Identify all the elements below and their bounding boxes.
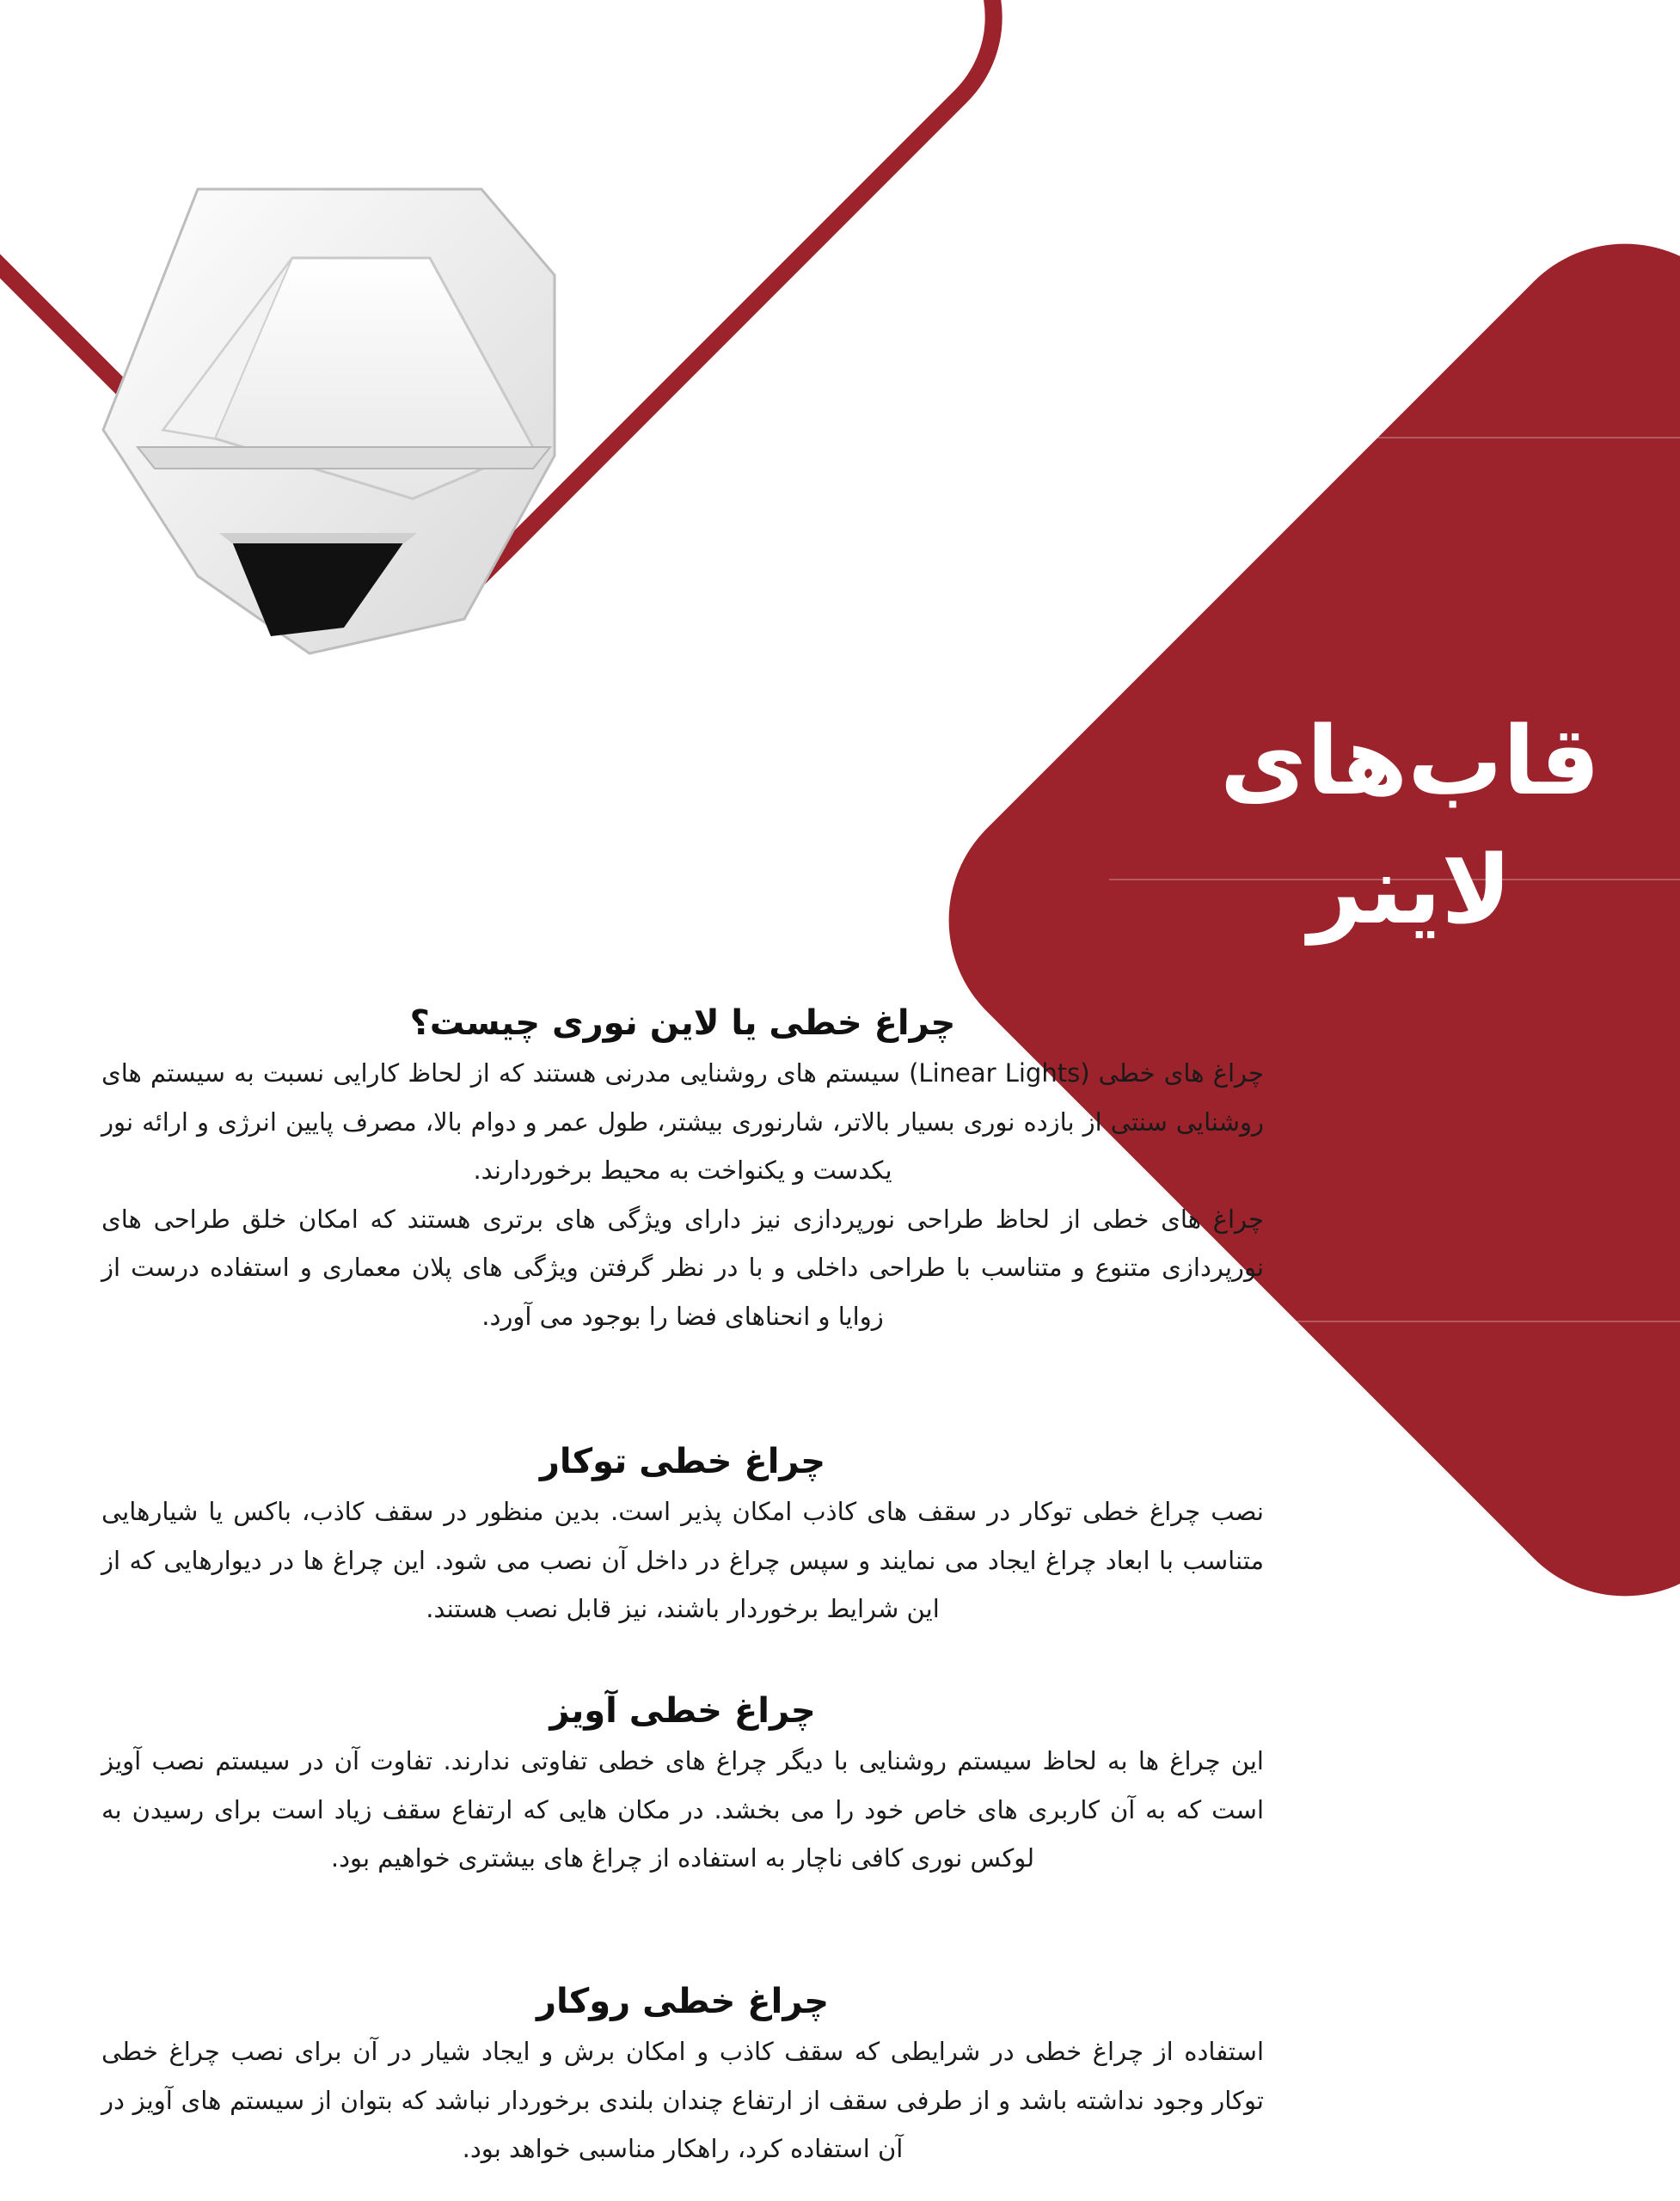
- section-paragraph: این چراغ ها به لحاظ سیستم روشنایی با دیگر چراغ های خطی تفاوتی ندارند. تفاوت آن در سیستم نصب آویز است که به آن کاربری های خاص خود را می بخشد. در مکان هایی که ارتفاع سقف زیاد است برای رسیدن به لوکس نوری کافی ناچار به استفاده از چراغ های بیشتری خواهیم بود.: [101, 1746, 1264, 1873]
- section-recessed-linear-light: [101, 1436, 1264, 1634]
- page-title-line-2: لاینر: [1308, 835, 1512, 945]
- section-paragraph: چراغ های خطی (Linear Lights) سیستم های روشنایی مدرنی هستند که از لحاظ کارایی نسبت به سیستم های روشنایی سنتی از بازده نوری بسیار بالاتر، شارنوری بیشتر، طول عمر و دوام بالا، مصرف پایین انرژی و ارائه نور یکدست و یکنواخت به محیط برخوردارند.: [101, 1058, 1264, 1185]
- section-surface-linear-light: [101, 1976, 1264, 2173]
- section-paragraph: چراغ های خطی از لحاظ طراحی نورپردازی نیز دارای ویژگی های برتری هستند که امکان خلق طراحی های نورپردازی متنوع و متناسب با طراحی داخلی و با در نظر گرفتن ویژگی های پلان معماری و استفاده درست از زوایا و انحناهای فضا را بوجود می آورد.: [101, 1204, 1264, 1331]
- section-title: چراغ خطی یا لاین نوری چیست؟: [409, 1003, 956, 1043]
- section-pendant-linear-light: [101, 1685, 1264, 1883]
- section-title: چراغ خطی توکار: [539, 1442, 826, 1481]
- decorative-line: [1109, 437, 1680, 438]
- linear-light-profile-image: [86, 172, 567, 688]
- section-paragraph: استفاده از چراغ خطی در شرایطی که سقف کاذب و امکان برش و ایجاد شیار در آن برای نصب چراغ خطی توکار وجود نداشته باشد و از طرفی سقف از ارتفاع چندان بلندی برخوردار نباشد که بتوان از سیستم های آویز در آن استفاده کرد، راهکار مناسبی خواهد بود.: [101, 2037, 1264, 2163]
- page-title: [1186, 696, 1634, 954]
- section-title: چراغ خطی آویز: [549, 1691, 816, 1731]
- section-paragraph: نصب چراغ خطی توکار در سقف های کاذب امکان پذیر است. بدین منظور در سقف کاذب، باکس یا شیارهایی متناسب با ابعاد چراغ ایجاد می نمایند و سپس چراغ در داخل آن نصب می شود. این چراغ ها در دیوارهایی که از این شرایط برخوردار باشند، نیز قابل نصب هستند.: [101, 1497, 1264, 1623]
- section-what-is-linear-light: [101, 997, 1264, 1340]
- section-title: چراغ خطی روکار: [536, 1982, 830, 2021]
- page-title-line-1: قاب‌های: [1219, 706, 1601, 816]
